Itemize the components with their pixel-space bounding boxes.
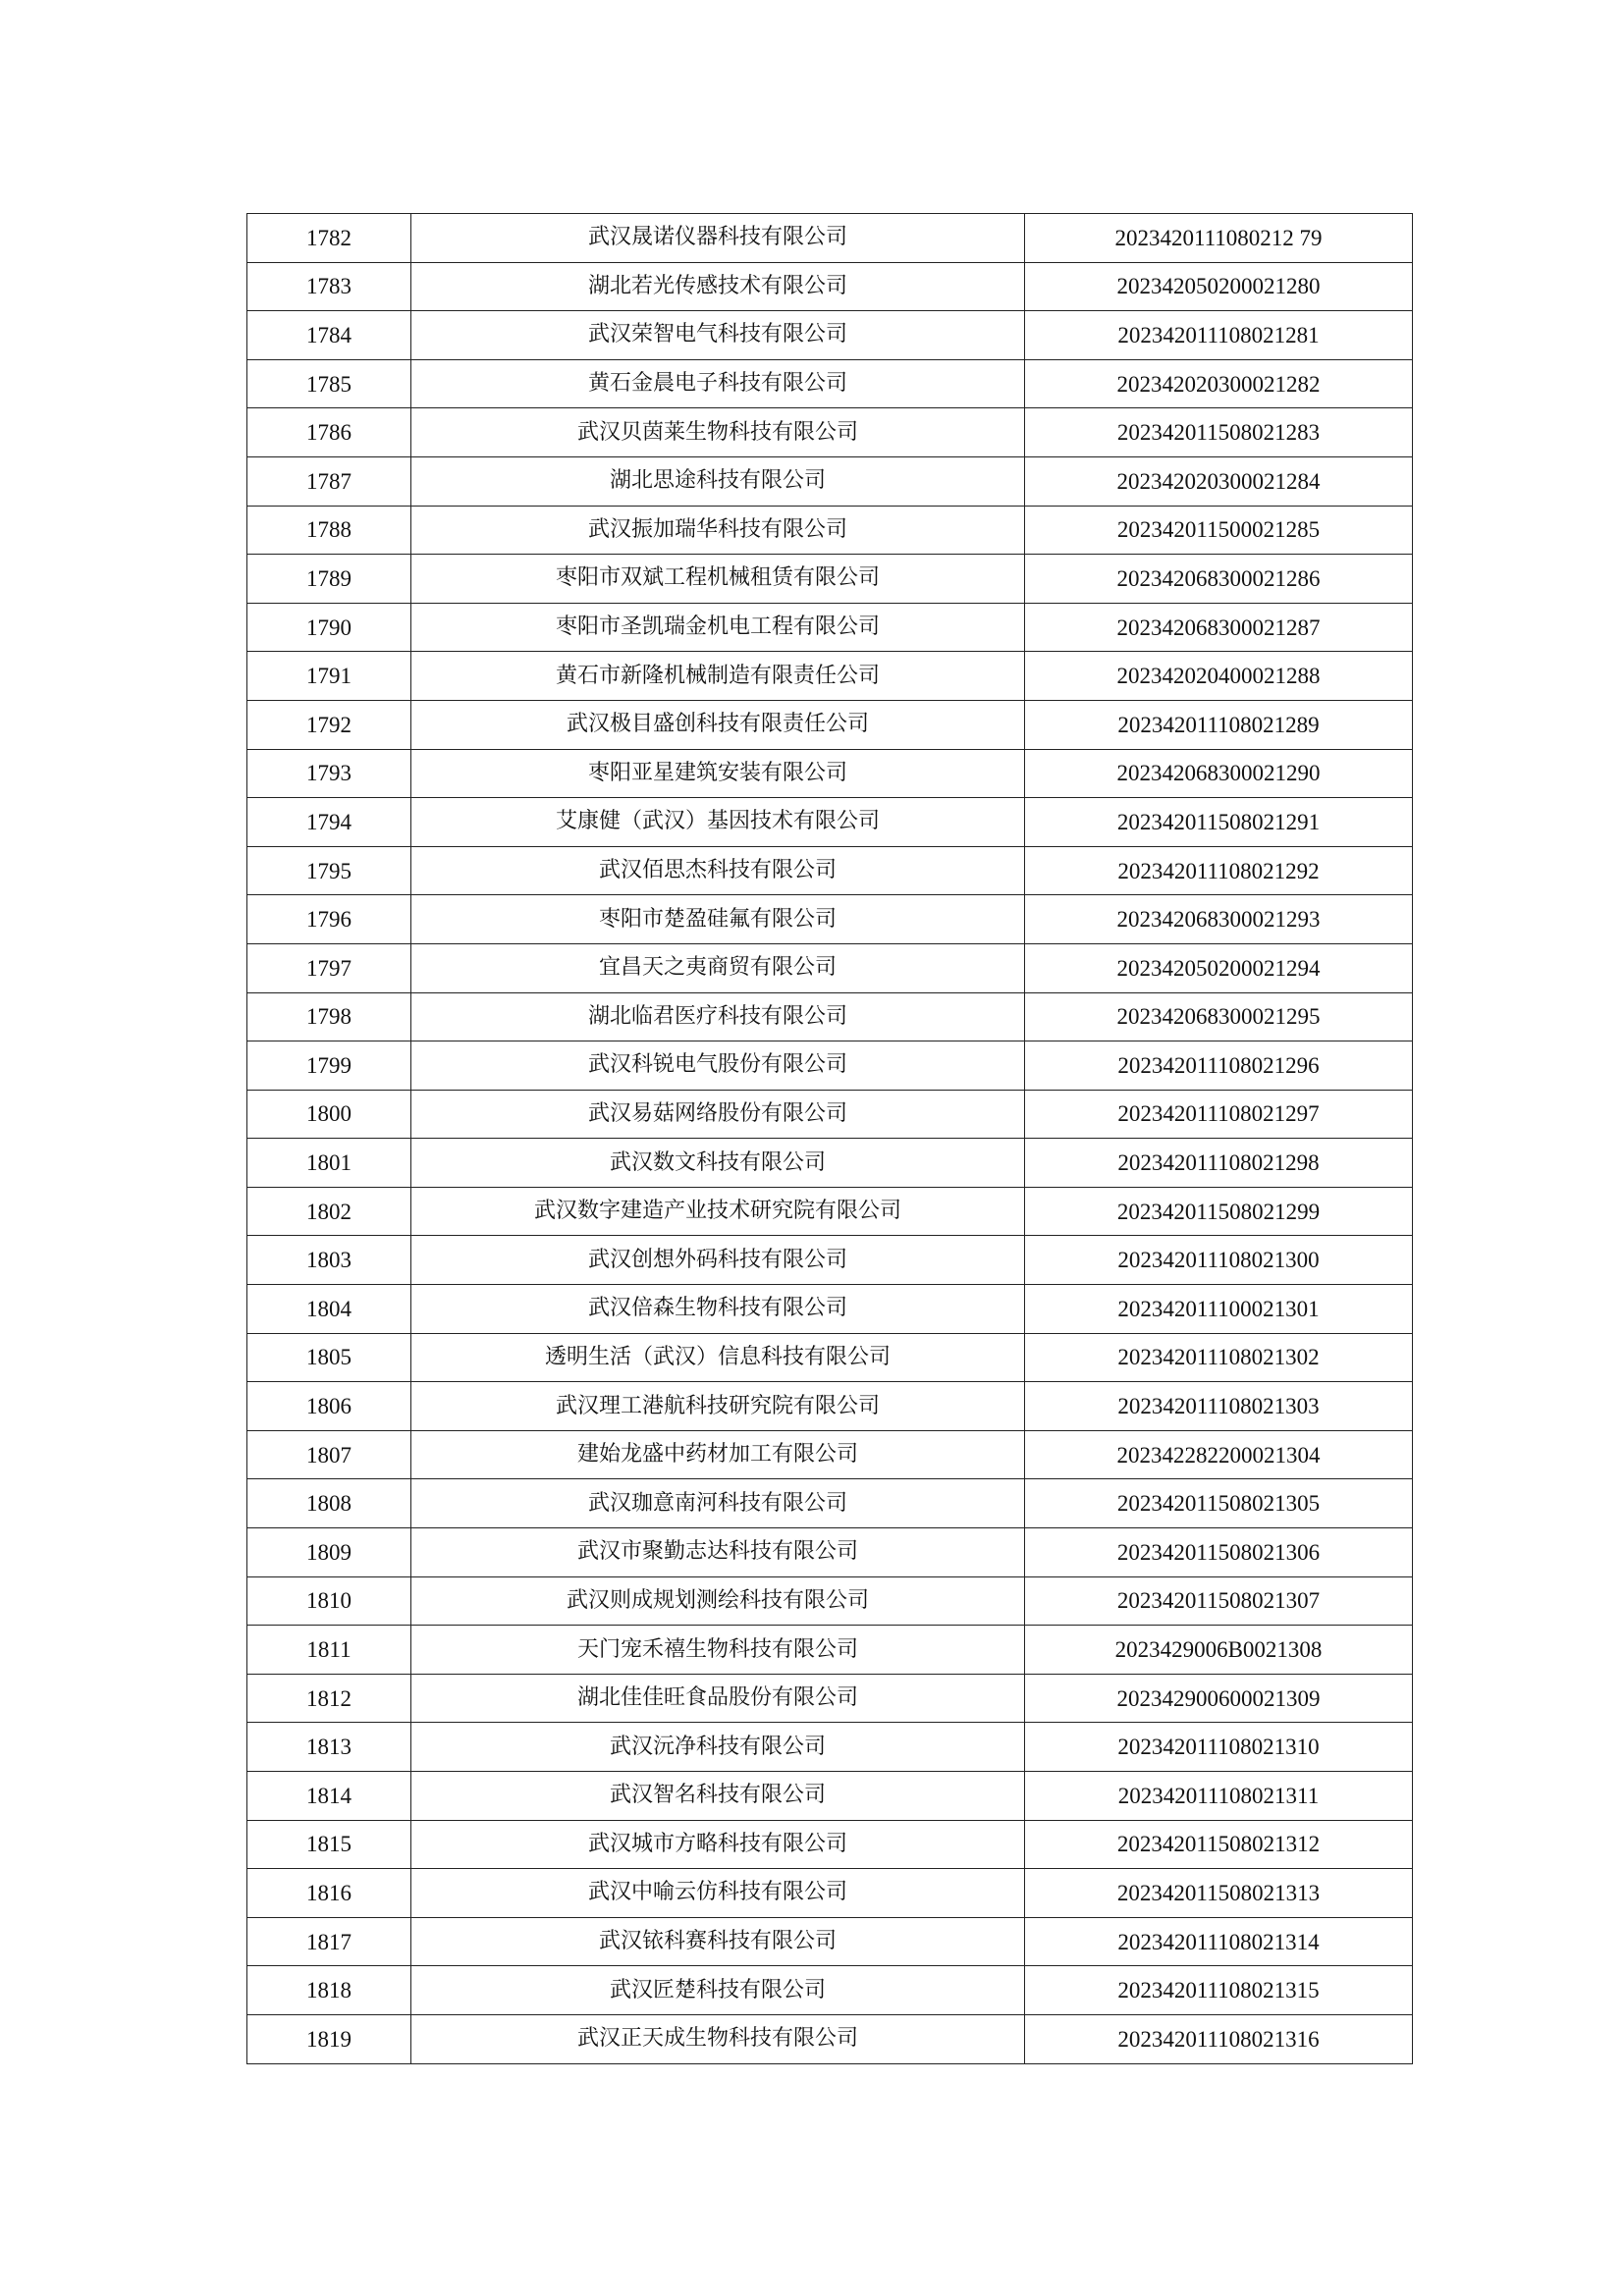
company-name-cell: 武汉科锐电气股份有限公司	[411, 1041, 1025, 1091]
registration-code-cell: 202342011108021300	[1025, 1236, 1413, 1285]
seq-cell: 1804	[247, 1285, 411, 1334]
seq-cell: 1794	[247, 798, 411, 847]
registration-code-cell: 202342011108021315	[1025, 1966, 1413, 2015]
table-row	[247, 408, 1413, 457]
company-name-cell: 武汉正天成生物科技有限公司	[411, 2014, 1025, 2063]
company-name-cell: 武汉铱科赛科技有限公司	[411, 1917, 1025, 1966]
seq-cell: 1788	[247, 506, 411, 555]
seq-cell: 1785	[247, 359, 411, 408]
company-name-cell: 武汉珈意南河科技有限公司	[411, 1479, 1025, 1528]
company-list-table	[246, 213, 1413, 2064]
table-row	[247, 2014, 1413, 2063]
registration-code-cell: 202342011500021285	[1025, 506, 1413, 555]
seq-cell: 1818	[247, 1966, 411, 2015]
seq-cell: 1786	[247, 408, 411, 457]
company-name-cell: 武汉中喻云仿科技有限公司	[411, 1869, 1025, 1918]
company-name-cell: 武汉沅净科技有限公司	[411, 1723, 1025, 1772]
seq-cell: 1819	[247, 2014, 411, 2063]
company-name-cell: 宜昌天之夷商贸有限公司	[411, 943, 1025, 992]
table-row	[247, 214, 1413, 263]
registration-code-cell: 202342050200021294	[1025, 943, 1413, 992]
seq-cell: 1798	[247, 992, 411, 1041]
table-row	[247, 846, 1413, 895]
registration-code-cell: 2023429006B0021308	[1025, 1626, 1413, 1675]
company-name-cell: 武汉易菇网络股份有限公司	[411, 1090, 1025, 1139]
seq-cell: 1811	[247, 1626, 411, 1675]
table-row	[247, 1090, 1413, 1139]
table-row	[247, 456, 1413, 506]
seq-cell: 1790	[247, 603, 411, 652]
seq-cell: 1782	[247, 214, 411, 263]
seq-cell: 1814	[247, 1772, 411, 1821]
table-row	[247, 311, 1413, 360]
company-name-cell: 武汉数文科技有限公司	[411, 1139, 1025, 1188]
seq-cell: 1800	[247, 1090, 411, 1139]
seq-cell: 1784	[247, 311, 411, 360]
company-name-cell: 武汉匠楚科技有限公司	[411, 1966, 1025, 2015]
registration-code-cell: 202342011108021311	[1025, 1772, 1413, 1821]
seq-cell: 1809	[247, 1528, 411, 1577]
company-name-cell: 黄石金晨电子科技有限公司	[411, 359, 1025, 408]
company-name-cell: 武汉智名科技有限公司	[411, 1772, 1025, 1821]
seq-cell: 1793	[247, 749, 411, 798]
table-row	[247, 1333, 1413, 1382]
table-row	[247, 1820, 1413, 1869]
company-name-cell: 武汉佰思杰科技有限公司	[411, 846, 1025, 895]
registration-code-cell: 202342011508021306	[1025, 1528, 1413, 1577]
company-name-cell: 艾康健（武汉）基因技术有限公司	[411, 798, 1025, 847]
registration-code-cell: 202342011108021303	[1025, 1382, 1413, 1431]
company-name-cell: 武汉极目盛创科技有限责任公司	[411, 700, 1025, 749]
table-row	[247, 1869, 1413, 1918]
table-row	[247, 1139, 1413, 1188]
table-row	[247, 1576, 1413, 1626]
company-name-cell: 枣阳亚星建筑安装有限公司	[411, 749, 1025, 798]
company-name-cell: 武汉市聚勤志达科技有限公司	[411, 1528, 1025, 1577]
seq-cell: 1807	[247, 1430, 411, 1479]
seq-cell: 1791	[247, 652, 411, 701]
table-row	[247, 943, 1413, 992]
registration-code-cell: 202342068300021290	[1025, 749, 1413, 798]
table-row	[247, 1041, 1413, 1091]
table-row	[247, 1382, 1413, 1431]
registration-code-cell: 202342011108021296	[1025, 1041, 1413, 1091]
company-name-cell: 武汉创想外码科技有限公司	[411, 1236, 1025, 1285]
table-row	[247, 1236, 1413, 1285]
table-row	[247, 895, 1413, 944]
table-row	[247, 262, 1413, 311]
seq-cell: 1803	[247, 1236, 411, 1285]
company-name-cell: 黄石市新隆机械制造有限责任公司	[411, 652, 1025, 701]
seq-cell: 1796	[247, 895, 411, 944]
company-name-cell: 武汉城市方略科技有限公司	[411, 1820, 1025, 1869]
registration-code-cell: 202342011508021312	[1025, 1820, 1413, 1869]
registration-code-cell: 202342050200021280	[1025, 262, 1413, 311]
registration-code-cell: 202342282200021304	[1025, 1430, 1413, 1479]
table-row	[247, 992, 1413, 1041]
registration-code-cell: 202342011108021281	[1025, 311, 1413, 360]
company-name-cell: 枣阳市双斌工程机械租赁有限公司	[411, 555, 1025, 604]
company-name-cell: 湖北若光传感技术有限公司	[411, 262, 1025, 311]
table-body	[247, 214, 1413, 2064]
company-name-cell: 湖北佳佳旺食品股份有限公司	[411, 1674, 1025, 1723]
company-name-cell: 湖北思途科技有限公司	[411, 456, 1025, 506]
registration-code-cell: 2023420111080212 79	[1025, 214, 1413, 263]
seq-cell: 1805	[247, 1333, 411, 1382]
company-name-cell: 武汉理工港航科技研究院有限公司	[411, 1382, 1025, 1431]
seq-cell: 1783	[247, 262, 411, 311]
company-name-cell: 建始龙盛中药材加工有限公司	[411, 1430, 1025, 1479]
seq-cell: 1799	[247, 1041, 411, 1091]
registration-code-cell: 202342068300021293	[1025, 895, 1413, 944]
table-row	[247, 1723, 1413, 1772]
registration-code-cell: 202342020400021288	[1025, 652, 1413, 701]
table-row	[247, 359, 1413, 408]
seq-cell: 1806	[247, 1382, 411, 1431]
registration-code-cell: 202342011108021310	[1025, 1723, 1413, 1772]
company-name-cell: 武汉则成规划测绘科技有限公司	[411, 1576, 1025, 1626]
seq-cell: 1812	[247, 1674, 411, 1723]
company-name-cell: 武汉晟诺仪器科技有限公司	[411, 214, 1025, 263]
seq-cell: 1795	[247, 846, 411, 895]
registration-code-cell: 202342011508021313	[1025, 1869, 1413, 1918]
company-name-cell: 透明生活（武汉）信息科技有限公司	[411, 1333, 1025, 1382]
company-name-cell: 武汉荣智电气科技有限公司	[411, 311, 1025, 360]
table-row	[247, 1626, 1413, 1675]
registration-code-cell: 202342011108021297	[1025, 1090, 1413, 1139]
table-row	[247, 603, 1413, 652]
company-name-cell: 武汉振加瑞华科技有限公司	[411, 506, 1025, 555]
seq-cell: 1801	[247, 1139, 411, 1188]
registration-code-cell: 202342011108021289	[1025, 700, 1413, 749]
table-row	[247, 1187, 1413, 1236]
registration-code-cell: 202342011508021283	[1025, 408, 1413, 457]
registration-code-cell: 202342011108021298	[1025, 1139, 1413, 1188]
seq-cell: 1792	[247, 700, 411, 749]
company-name-cell: 枣阳市圣凯瑞金机电工程有限公司	[411, 603, 1025, 652]
seq-cell: 1815	[247, 1820, 411, 1869]
company-name-cell: 武汉数字建造产业技术研究院有限公司	[411, 1187, 1025, 1236]
table-row	[247, 1917, 1413, 1966]
table-row	[247, 798, 1413, 847]
table-row	[247, 749, 1413, 798]
registration-code-cell: 202342011108021316	[1025, 2014, 1413, 2063]
registration-code-cell: 202342011100021301	[1025, 1285, 1413, 1334]
seq-cell: 1787	[247, 456, 411, 506]
company-name-cell: 天门宠禾禧生物科技有限公司	[411, 1626, 1025, 1675]
table-row	[247, 506, 1413, 555]
registration-code-cell: 202342011108021292	[1025, 846, 1413, 895]
seq-cell: 1817	[247, 1917, 411, 1966]
table-row	[247, 700, 1413, 749]
registration-code-cell: 202342011508021307	[1025, 1576, 1413, 1626]
seq-cell: 1802	[247, 1187, 411, 1236]
table-row	[247, 1966, 1413, 2015]
registration-code-cell: 202342011508021291	[1025, 798, 1413, 847]
registration-code-cell: 202342068300021286	[1025, 555, 1413, 604]
company-name-cell: 湖北临君医疗科技有限公司	[411, 992, 1025, 1041]
table-row	[247, 1430, 1413, 1479]
table-row	[247, 1772, 1413, 1821]
seq-cell: 1789	[247, 555, 411, 604]
registration-code-cell: 202342020300021284	[1025, 456, 1413, 506]
registration-code-cell: 202342011108021302	[1025, 1333, 1413, 1382]
seq-cell: 1808	[247, 1479, 411, 1528]
registration-code-cell: 202342900600021309	[1025, 1674, 1413, 1723]
seq-cell: 1810	[247, 1576, 411, 1626]
table-row	[247, 1674, 1413, 1723]
registration-code-cell: 202342068300021287	[1025, 603, 1413, 652]
registration-code-cell: 202342011508021299	[1025, 1187, 1413, 1236]
table-row	[247, 1479, 1413, 1528]
company-name-cell: 武汉倍森生物科技有限公司	[411, 1285, 1025, 1334]
seq-cell: 1813	[247, 1723, 411, 1772]
registration-code-cell: 202342020300021282	[1025, 359, 1413, 408]
seq-cell: 1797	[247, 943, 411, 992]
registration-code-cell: 202342068300021295	[1025, 992, 1413, 1041]
registration-code-cell: 202342011508021305	[1025, 1479, 1413, 1528]
table-row	[247, 555, 1413, 604]
company-name-cell: 枣阳市楚盈硅氟有限公司	[411, 895, 1025, 944]
registration-code-cell: 202342011108021314	[1025, 1917, 1413, 1966]
company-name-cell: 武汉贝茵莱生物科技有限公司	[411, 408, 1025, 457]
table-row	[247, 1285, 1413, 1334]
table-row	[247, 1528, 1413, 1577]
seq-cell: 1816	[247, 1869, 411, 1918]
table-row	[247, 652, 1413, 701]
